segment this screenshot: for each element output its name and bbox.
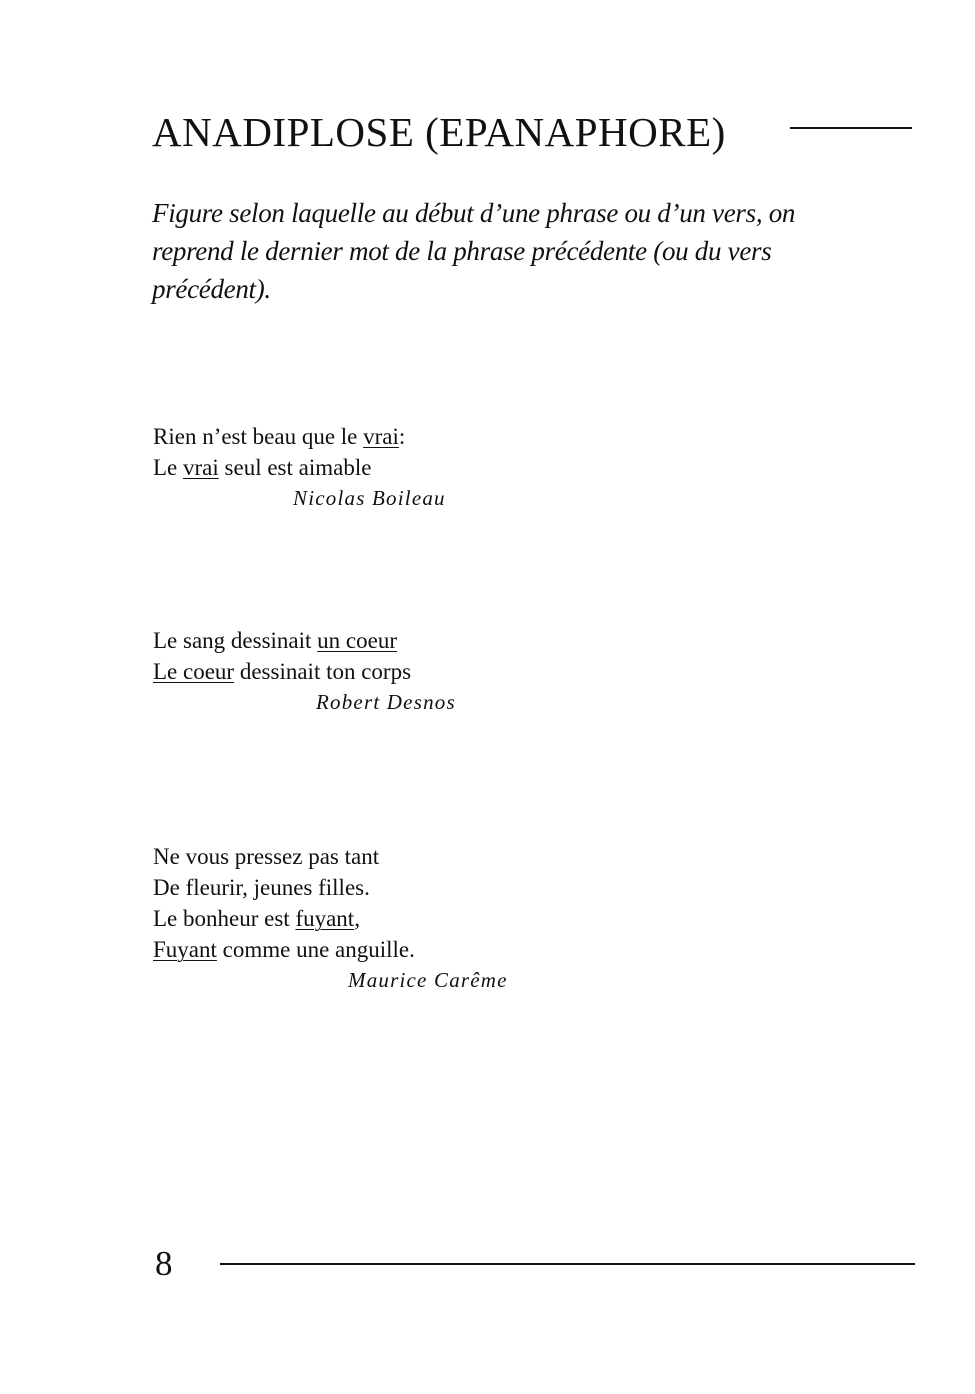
verse-text: Ne vous pressez pas tant: [153, 844, 380, 869]
verse-text: :: [398, 424, 406, 449]
repeated-word: Fuyant: [153, 937, 217, 962]
verse-text: ,: [354, 906, 360, 931]
verse-text: Le bonheur est: [153, 906, 296, 931]
example-boileau: [153, 421, 446, 514]
definition-line: Figure selon laquelle au début d’une phrase ou d’un vers, on: [152, 198, 796, 228]
verse: [153, 934, 508, 965]
verse: [153, 452, 446, 483]
title-rule: [790, 127, 912, 129]
definition-line: précédent).: [152, 274, 271, 304]
verse-text: dessinait ton corps: [234, 659, 412, 684]
author-name: Maurice Carême: [348, 968, 508, 992]
repeated-word: vrai: [363, 424, 399, 449]
verse-text: Rien n’est beau que le: [153, 424, 364, 449]
verse: [153, 421, 446, 452]
verse: [153, 903, 508, 934]
example-desnos: [153, 625, 456, 718]
verse: [153, 656, 456, 687]
author-name: Nicolas Boileau: [293, 486, 446, 510]
verse: [153, 625, 456, 656]
page-footer: [155, 1242, 915, 1286]
verse: [153, 872, 508, 903]
page-header: [152, 104, 912, 160]
verse-text: De fleurir, jeunes filles.: [153, 875, 370, 900]
verse-text: Le sang dessinait: [153, 628, 318, 653]
footer-rule: [220, 1263, 915, 1265]
repeated-word: vrai: [183, 455, 219, 480]
repeated-word: un coeur: [317, 628, 397, 653]
definition-line: reprend le dernier mot de la phrase précédente (ou du vers: [152, 236, 772, 266]
verse: [153, 841, 508, 872]
page-number: 8: [155, 1244, 173, 1283]
definition-paragraph: [152, 194, 852, 308]
author-name: Robert Desnos: [316, 690, 456, 714]
verse-text: seul est aimable: [218, 455, 372, 480]
page-title: ANADIPLOSE (EPANAPHORE): [152, 109, 726, 155]
verse-text: comme une anguille.: [216, 937, 415, 962]
verse-text: Le: [153, 455, 184, 480]
example-careme: [153, 841, 508, 996]
repeated-word: fuyant: [295, 906, 355, 931]
repeated-word: Le coeur: [153, 659, 235, 684]
